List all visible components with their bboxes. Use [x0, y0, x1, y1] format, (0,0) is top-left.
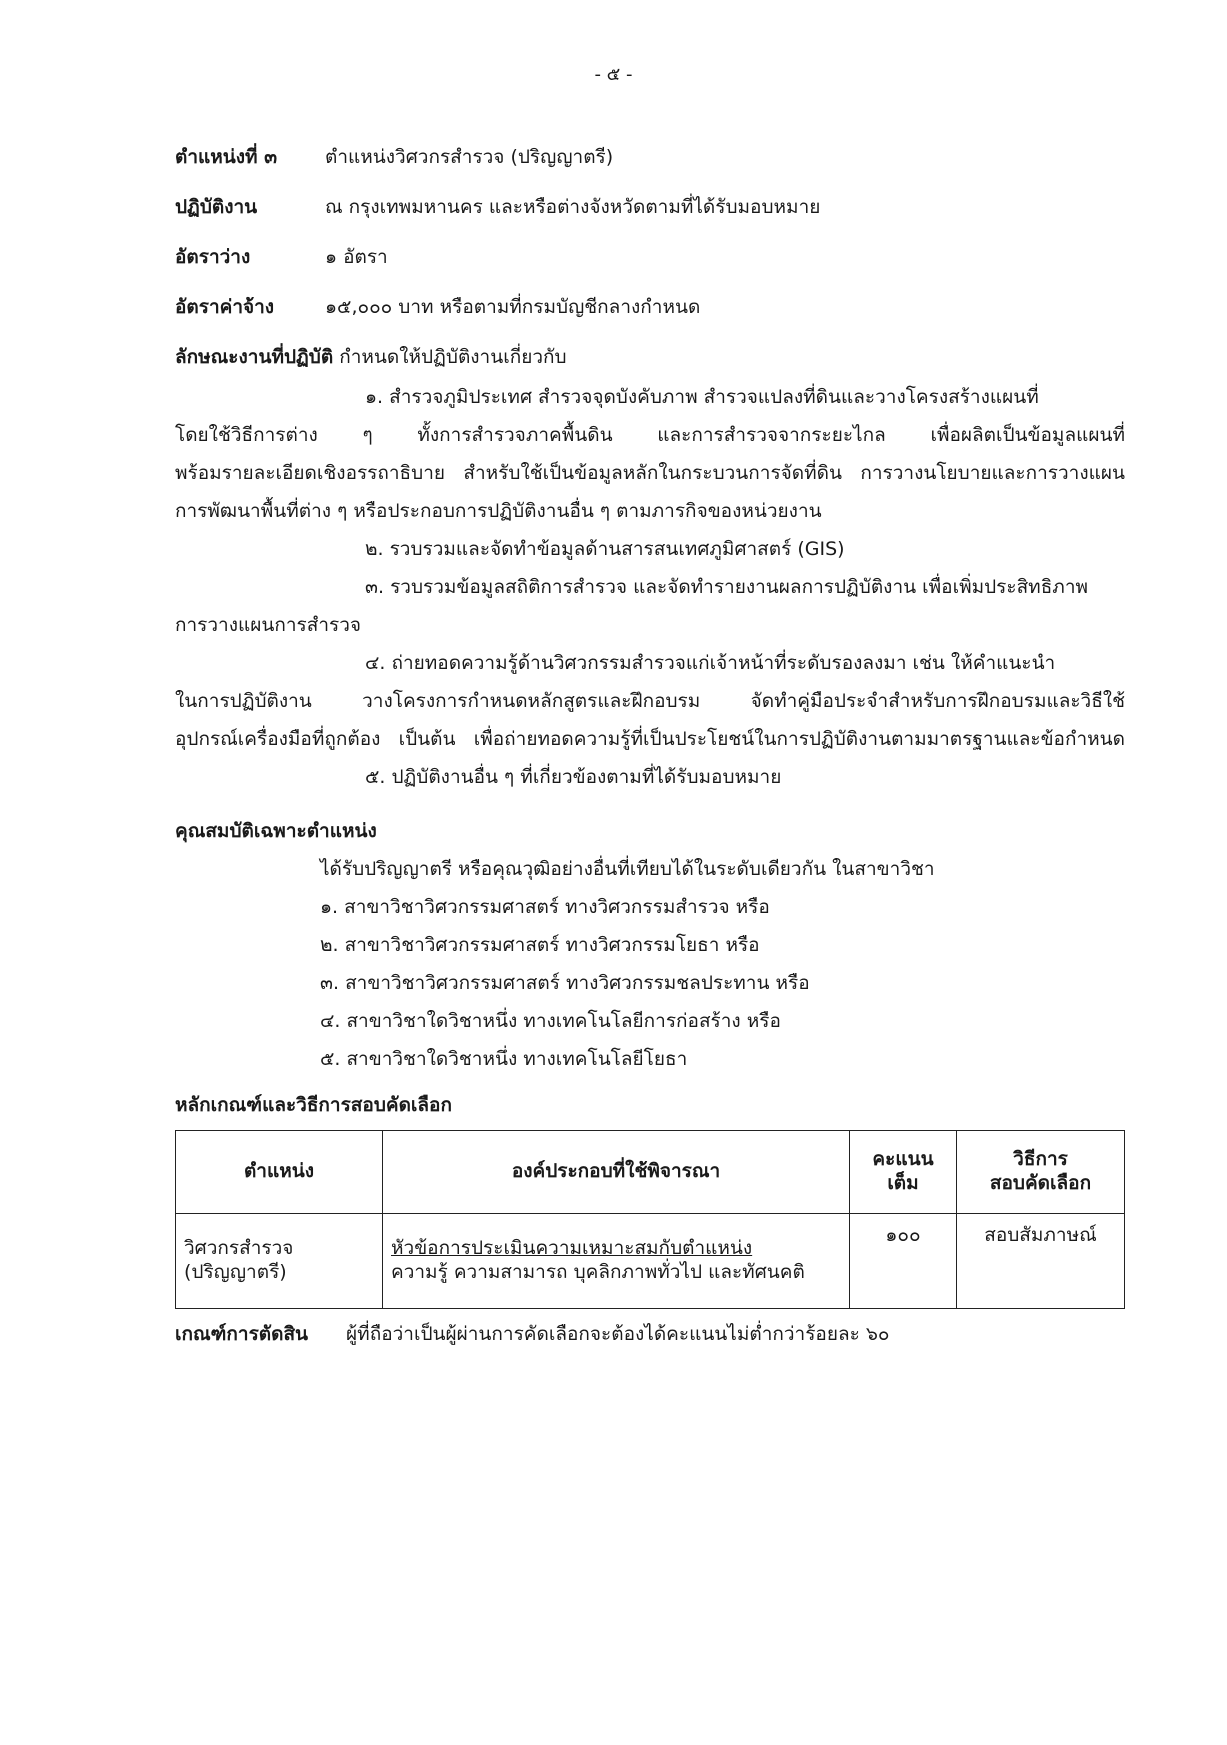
- column-header-method: [957, 1131, 1125, 1214]
- decision-text: ผู้ที่ถือว่าเป็นผู้ผ่านการคัดเลือกจะต้องได้คะแนนไม่ต่ำกว่าร้อยละ ๖๐: [346, 1323, 890, 1345]
- work-label: ปฏิบัติงาน: [175, 196, 258, 218]
- position-name: วิศวกรสำรวจ: [184, 1237, 294, 1260]
- duties-intro: กำหนดให้ปฏิบัติงานเกี่ยวกับ: [339, 346, 567, 368]
- method-header-line2: สอบคัดเลือก: [989, 1172, 1092, 1194]
- work-row: [175, 196, 820, 220]
- duty-line: ในการปฏิบัติงาน วางโครงการกำหนดหลักสูตรและฝึกอบรม จัดทำคู่มือประจำสำหรับการฝึกอบรมและวิธีใช้: [175, 690, 1125, 712]
- column-header-score: [850, 1131, 957, 1214]
- position-level: (ปริญญาตรี): [184, 1261, 287, 1283]
- qualification-item: ๔. สาขาวิชาใดวิชาหนึ่ง ทางเทคโนโลยีการก่อสร้าง หรือ: [320, 1010, 781, 1032]
- component-detail: ความรู้ ความสามารถ บุคลิกภาพทั่วไป และทัศนคติ: [391, 1261, 805, 1283]
- duty-line: ๒. รวบรวมและจัดทำข้อมูลด้านสารสนเทศภูมิศาสตร์ (GIS): [365, 538, 845, 560]
- duties-heading-line: [175, 346, 567, 370]
- position-value: ตำแหน่งวิศวกรสำรวจ (ปริญญาตรี): [325, 146, 614, 168]
- duty-line: ๓. รวบรวมข้อมูลสถิติการสำรวจ และจัดทำรายงานผลการปฏิบัติงาน เพื่อเพิ่มประสิทธิภาพ: [365, 576, 1089, 598]
- wage-row: [175, 296, 700, 320]
- duty-line: ๑. สำรวจภูมิประเทศ สำรวจจุดบังคับภาพ สำรวจแปลงที่ดินและวางโครงสร้างแผนที่: [365, 386, 1039, 408]
- decision-label: เกณฑ์การตัดสิน: [175, 1323, 309, 1345]
- cell-position: [176, 1214, 383, 1309]
- vacancy-label: อัตราว่าง: [175, 246, 251, 268]
- duty-line: การพัฒนาพื้นที่ต่าง ๆ หรือประกอบการปฏิบัติงานอื่น ๆ ตามภารกิจของหน่วยงาน: [175, 500, 822, 522]
- wage-label: อัตราค่าจ้าง: [175, 296, 275, 318]
- decision-line: [175, 1323, 890, 1347]
- cell-components: [383, 1214, 850, 1309]
- qualifications-intro: ได้รับปริญญาตรี หรือคุณวุฒิอย่างอื่นที่เทียบได้ในระดับเดียวกัน ในสาขาวิชา: [320, 858, 935, 880]
- duty-line: อุปกรณ์เครื่องมือที่ถูกต้อง เป็นต้น เพื่อถ่ายทอดความรู้ที่เป็นประโยชน์ในการปฏิบัติงานตามมาตรฐานและข้อกำหนด: [175, 728, 1125, 750]
- qualification-item: ๕. สาขาวิชาใดวิชาหนึ่ง ทางเทคโนโลยีโยธา: [320, 1048, 688, 1070]
- qualification-item: ๓. สาขาวิชาวิศวกรรมศาสตร์ ทางวิศวกรรมชลประทาน หรือ: [320, 972, 810, 994]
- table-header-row: [176, 1131, 1125, 1214]
- score-header-line2: เต็ม: [887, 1172, 919, 1194]
- wage-value: ๑๕,๐๐๐ บาท หรือตามที่กรมบัญชีกลางกำหนด: [325, 296, 701, 318]
- component-title: หัวข้อการประเมินความเหมาะสมกับตำแหน่ง: [391, 1237, 753, 1260]
- work-value: ณ กรุงเทพมหานคร และหรือต่างจังหวัดตามที่ได้รับมอบหมาย: [325, 196, 821, 218]
- qualification-item: ๑. สาขาวิชาวิศวกรรมศาสตร์ ทางวิศวกรรมสำรวจ หรือ: [320, 896, 770, 918]
- duty-line: พร้อมรายละเอียดเชิงอรรถาธิบาย สำหรับใช้เป็นข้อมูลหลักในกระบวนการจัดที่ดิน การวางนโยบายและการวางแผน: [175, 462, 1125, 484]
- score-header-line1: คะแนน: [872, 1148, 934, 1171]
- position-row: [175, 146, 613, 170]
- cell-score: ๑๐๐: [850, 1214, 957, 1309]
- column-header-position: ตำแหน่ง: [176, 1131, 383, 1214]
- table-row: [176, 1214, 1125, 1309]
- duty-line: ๔. ถ่ายทอดความรู้ด้านวิศวกรรมสำรวจแก่เจ้าหน้าที่ระดับรองลงมา เช่น ให้คำแนะนำ: [365, 652, 1056, 674]
- duty-line: โดยใช้วิธีการต่าง ๆ ทั้งการสำรวจภาคพื้นดิน และการสำรวจจากระยะไกล เพื่อผลิตเป็นข้อมูลแผนที่: [175, 424, 1125, 446]
- duties-heading: ลักษณะงานที่ปฏิบัติ: [175, 346, 334, 368]
- column-header-components: องค์ประกอบที่ใช้พิจารณา: [383, 1131, 850, 1214]
- criteria-table: [175, 1130, 1125, 1309]
- criteria-heading: หลักเกณฑ์และวิธีการสอบคัดเลือก: [175, 1094, 452, 1116]
- vacancy-row: [175, 246, 388, 270]
- vacancy-value: ๑ อัตรา: [325, 246, 388, 268]
- duty-line: ๕. ปฏิบัติงานอื่น ๆ ที่เกี่ยวข้องตามที่ได้รับมอบหมาย: [365, 766, 782, 788]
- position-label: ตำแหน่งที่ ๓: [175, 146, 278, 168]
- qualifications-heading: คุณสมบัติเฉพาะตำแหน่ง: [175, 820, 377, 842]
- cell-method: สอบสัมภาษณ์: [957, 1214, 1125, 1309]
- duty-line: การวางแผนการสำรวจ: [175, 614, 362, 636]
- qualification-item: ๒. สาขาวิชาวิศวกรรมศาสตร์ ทางวิศวกรรมโยธา หรือ: [320, 934, 760, 956]
- method-header-line1: วิธีการ: [1013, 1148, 1068, 1171]
- page-number: - ๕ -: [594, 64, 633, 85]
